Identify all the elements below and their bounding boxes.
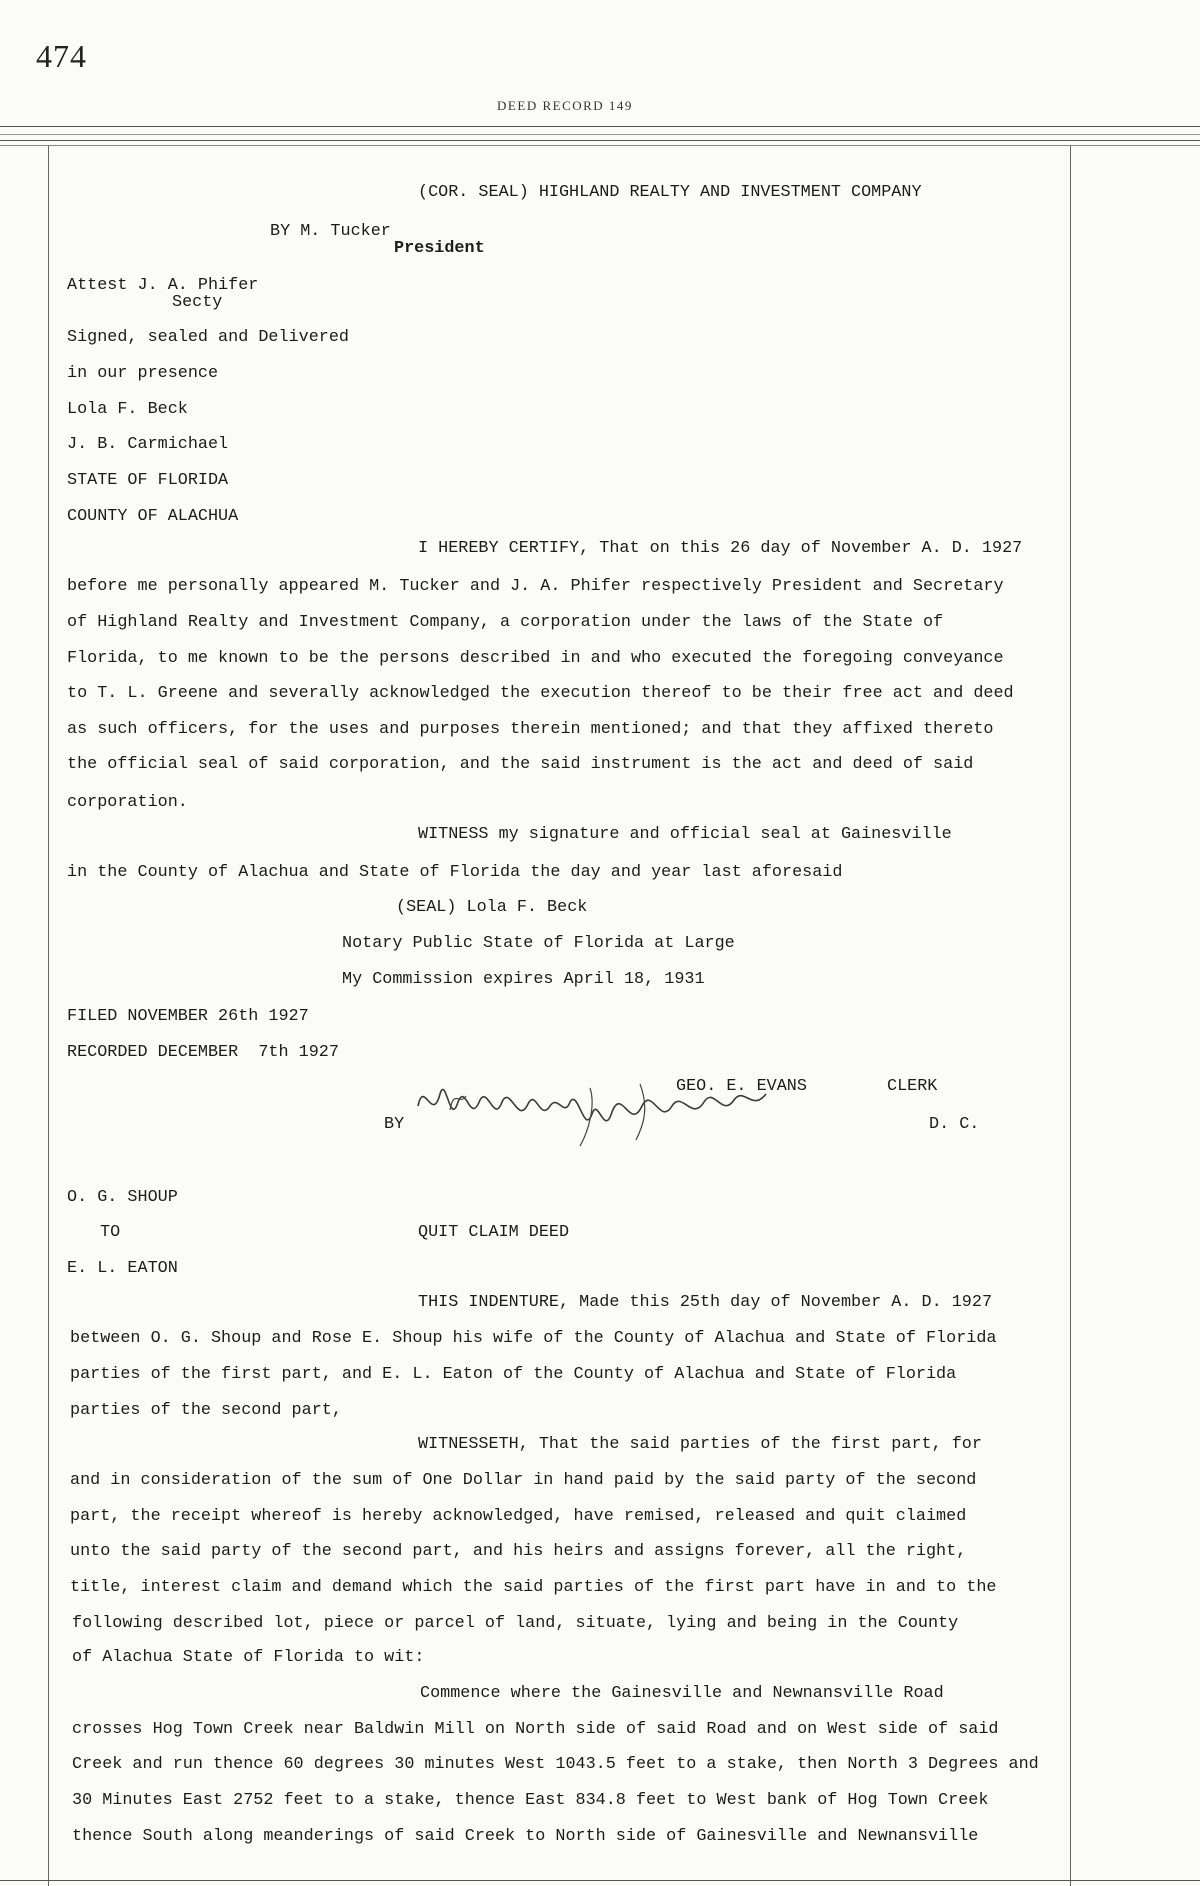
text-line: and in consideration of the sum of One Dollar in hand paid by the said party of the second [70, 1471, 977, 1490]
text-line: Lola F. Beck [67, 400, 188, 419]
text-line: unto the said party of the second part, and his heirs and assigns forever, all the right, [70, 1542, 967, 1561]
text-line: QUIT CLAIM DEED [418, 1223, 570, 1242]
text-line: My Commission expires April 18, 1931 [342, 970, 705, 989]
text-line: before me personally appeared M. Tucker and J. A. Phifer respectively President and Secretary [67, 577, 1004, 596]
text-line: RECORDED DECEMBER 7th 1927 [67, 1043, 339, 1062]
text-line: of Highland Realty and Investment Company, a corporation under the laws of the State of [67, 613, 944, 632]
text-line: E. L. EATON [67, 1259, 178, 1278]
text-line: I HEREBY CERTIFY, That on this 26 day of November A. D. 1927 [418, 539, 1023, 558]
text-line: (COR. SEAL) HIGHLAND REALTY AND INVESTMENT COMPANY [418, 183, 922, 202]
text-line: D. C. [929, 1115, 980, 1134]
text-line: of Alachua State of Florida to wit: [72, 1648, 425, 1667]
page-number: 474 [36, 38, 87, 74]
header-rule [0, 126, 1200, 127]
text-line: to T. L. Greene and severally acknowledged the execution thereof to be their free act and deed [67, 684, 1014, 703]
text-line: 30 Minutes East 2752 feet to a stake, thence East 834.8 feet to West bank of Hog Town Creek [72, 1791, 989, 1810]
text-line: corporation. [67, 793, 188, 812]
text-line: the official seal of said corporation, and the said instrument is the act and deed of said [67, 755, 974, 774]
text-line: part, the receipt whereof is hereby acknowledged, have remised, released and quit claimed [70, 1507, 967, 1526]
text-line: CLERK [887, 1077, 938, 1096]
text-line: BY M. Tucker [270, 222, 391, 241]
text-line: WITNESSETH, That the said parties of the first part, for [418, 1435, 982, 1454]
header-rule [0, 145, 1200, 146]
text-line: Signed, sealed and Delivered [67, 328, 349, 347]
record-title: DEED RECORD 149 [497, 98, 633, 113]
text-line: thence South along meanderings of said Creek to North side of Gainesville and Newnansville [72, 1827, 979, 1846]
text-line: FILED NOVEMBER 26th 1927 [67, 1007, 309, 1026]
text-line: BY [384, 1115, 405, 1134]
header-rule [0, 134, 1200, 135]
text-line: following described lot, piece or parcel of land, situate, lying and being in the County [72, 1614, 959, 1633]
text-line: Florida, to me known to be the persons described in and who executed the foregoing conveyance [67, 649, 1004, 668]
text-line: J. B. Carmichael [67, 435, 229, 454]
right-margin-rule [1070, 146, 1071, 1886]
text-line: as such officers, for the uses and purposes therein mentioned; and that they affixed thereto [67, 720, 994, 739]
text-line: parties of the second part, [70, 1401, 342, 1420]
signature-scribble [410, 1066, 780, 1156]
text-line: TO [100, 1223, 121, 1242]
header-rule [0, 140, 1200, 141]
left-margin-rule [48, 146, 49, 1886]
text-line: GEO. E. EVANS [676, 1077, 807, 1096]
text-line: President [394, 239, 485, 258]
text-line: THIS INDENTURE, Made this 25th day of November A. D. 1927 [418, 1293, 993, 1312]
text-line: parties of the first part, and E. L. Eaton of the County of Alachua and State of Florida [70, 1365, 957, 1384]
text-line: between O. G. Shoup and Rose E. Shoup his wife of the County of Alachua and State of Florida [70, 1329, 997, 1348]
text-line: in the County of Alachua and State of Florida the day and year last aforesaid [67, 863, 843, 882]
text-line: Secty [172, 293, 223, 312]
text-line: crosses Hog Town Creek near Baldwin Mill on North side of said Road and on West side of said [72, 1720, 999, 1739]
text-line: COUNTY OF ALACHUA [67, 507, 239, 526]
text-line: in our presence [67, 364, 219, 383]
text-line: WITNESS my signature and official seal at Gainesville [418, 825, 952, 844]
text-line: O. G. SHOUP [67, 1188, 178, 1207]
text-line: (SEAL) Lola F. Beck [396, 898, 588, 917]
footer-rule [0, 1880, 1200, 1881]
text-line: title, interest claim and demand which the said parties of the first part have in and to the [70, 1578, 997, 1597]
text-line: Notary Public State of Florida at Large [342, 934, 735, 953]
text-line: Creek and run thence 60 degrees 30 minutes West 1043.5 feet to a stake, then North 3 Degrees and [72, 1755, 1039, 1774]
text-line: Commence where the Gainesville and Newnansville Road [420, 1684, 944, 1703]
text-line: Attest J. A. Phifer [67, 276, 259, 295]
text-line: STATE OF FLORIDA [67, 471, 229, 490]
